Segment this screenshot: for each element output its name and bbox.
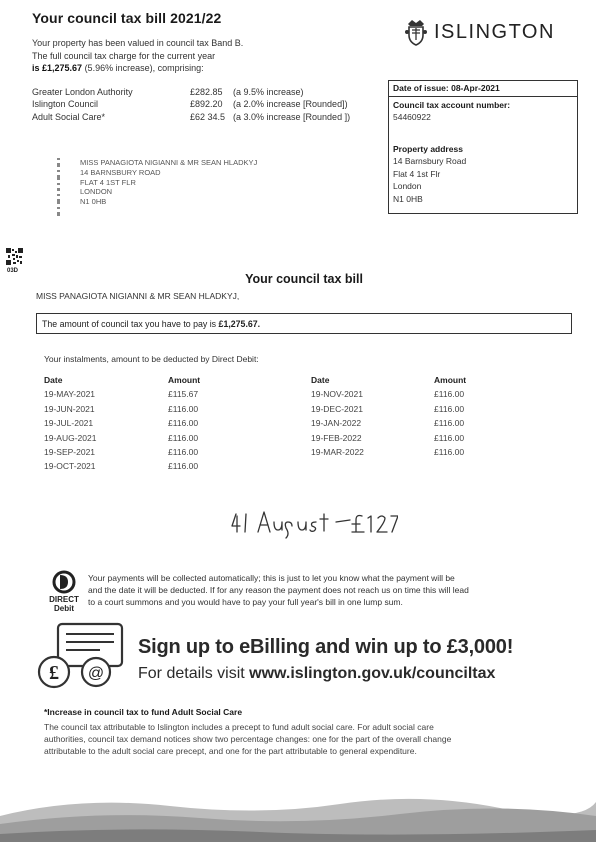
dd-logo-text-2: Debit	[54, 604, 74, 612]
column-header-amount: Amount	[434, 375, 467, 385]
instalment-amount: £116.00	[168, 432, 199, 443]
charge-row	[32, 86, 350, 98]
ebilling-icon	[34, 620, 126, 692]
postal-address-line: MISS PANAGIOTA NIGIANNI & MR SEAN HLADKYJ	[80, 158, 258, 167]
account-info-box	[388, 80, 578, 214]
property-address-line: London	[393, 181, 422, 191]
instalments-heading: Your instalments, amount to be deducted by Direct Debit:	[44, 354, 259, 364]
column-header-date: Date	[311, 375, 330, 385]
instalment-date: 19-DEC-2021	[311, 403, 363, 414]
instalment-amount: £116.00	[434, 403, 465, 414]
postal-address-line: LONDON	[80, 187, 113, 197]
intro-line: Your property has been valued in council tax Band B.	[32, 38, 244, 48]
instalment-amount: £116.00	[168, 447, 199, 458]
date-of-issue: Date of issue: 08-Apr-2021	[389, 81, 577, 97]
direct-debit-line: and the date it will be deducted. If for any reason the payment does not reach us on time this will lead	[88, 585, 469, 595]
direct-debit-line: to a court summons and you would have to pay your full year's bill in one lump sum.	[88, 597, 403, 607]
instalment-date: 19-FEB-2022	[311, 432, 362, 443]
instalment-date: 19-SEP-2021	[44, 447, 96, 458]
postal-address	[80, 158, 257, 207]
bill-title: Your council tax bill 2021/22	[32, 10, 222, 26]
charge-note: (a 9.5% increase)	[233, 87, 304, 97]
instalment-date: 19-NOV-2021	[311, 389, 363, 400]
intro-text	[32, 37, 243, 75]
at-sign-icon: @	[87, 665, 105, 682]
property-address-line: N1 0HB	[393, 193, 423, 204]
intro-total: is £1,275.67	[32, 63, 83, 73]
charges-breakdown	[32, 86, 350, 123]
ebilling-details-prefix: For details visit	[138, 665, 245, 682]
instalments-right-amounts	[434, 373, 466, 459]
dd-logo-text-1: DIRECT	[49, 595, 79, 604]
postal-address-line: FLAT 4 1ST FLR	[80, 177, 136, 187]
coat-of-arms-icon	[404, 18, 428, 46]
footnote-line: authorities, council tax demand notices show two percentage changes: one for the part of the overall change	[44, 734, 452, 745]
instalment-date: 19-MAR-2022	[311, 447, 364, 458]
postal-address-line: 14 BARNSBURY ROAD	[80, 167, 161, 177]
instalment-amount: £115.67	[168, 389, 199, 400]
instalments-left-amounts	[168, 373, 200, 474]
charge-name: Greater London Authority	[32, 87, 133, 97]
property-address-line: Flat 4 1st Flr	[393, 168, 441, 179]
amount-due-box	[36, 313, 572, 334]
instalment-date: 19-JAN-2022	[311, 418, 362, 429]
pound-icon: £	[49, 662, 59, 684]
islington-logo	[404, 18, 555, 46]
instalments-left-dates	[44, 373, 96, 474]
charge-name: Islington Council	[32, 99, 99, 110]
instalment-date: 19-OCT-2021	[44, 461, 96, 472]
column-header-amount: Amount	[168, 375, 201, 385]
charge-name: Adult Social Care*	[32, 111, 106, 122]
intro-tail: (5.96% increase), comprising:	[84, 63, 204, 73]
instalment-amount: £116.00	[434, 432, 465, 443]
ebilling-headline: Sign up to eBilling and win up to £3,000!	[138, 636, 514, 658]
column-header-date: Date	[44, 375, 63, 385]
section-title	[0, 272, 596, 286]
ebilling-url[interactable]: www.islington.gov.uk/counciltax	[249, 665, 496, 682]
property-address-label: Property address	[393, 144, 463, 154]
handwritten-note	[228, 504, 398, 540]
instalment-amount: £116.00	[168, 403, 199, 414]
charge-note: (a 2.0% increase [Rounded])	[233, 99, 348, 110]
instalment-date: 19-AUG-2021	[44, 432, 97, 443]
qr-code-icon	[6, 248, 23, 265]
footnote-title: *Increase in council tax to fund Adult Social Care	[44, 707, 243, 717]
direct-debit-notice	[88, 572, 568, 608]
footnote-text	[44, 721, 564, 758]
intro-total-line	[32, 62, 243, 75]
direct-debit-logo	[44, 570, 84, 612]
logo-text: ISLINGTON	[434, 20, 555, 43]
instalment-amount: £116.00	[434, 389, 465, 400]
instalment-amount: £116.00	[168, 418, 199, 429]
ebilling-details	[138, 665, 495, 683]
instalment-amount: £116.00	[434, 418, 465, 429]
charge-note: (a 3.0% increase [Rounded ])	[233, 111, 351, 122]
instalment-date: 19-MAY-2021	[44, 389, 96, 400]
footnote-line: The council tax attributable to Islington includes a precept to fund adult social care. For adult social care	[44, 722, 434, 732]
qr-label: 03D	[7, 268, 19, 274]
property-address	[393, 155, 577, 205]
instalment-amount: £116.00	[434, 447, 465, 458]
charge-amount: £892.20	[190, 99, 223, 110]
charge-amount: £282.85	[190, 87, 223, 97]
charge-amount: £62 34.5	[190, 111, 226, 122]
decorative-banner	[0, 792, 596, 842]
direct-debit-line: Your payments will be collected automatically; this is just to let you know what the payment will be	[88, 573, 455, 583]
charge-row	[32, 111, 350, 123]
footnote-line: attributable to the adult social care precept, and one for the part attributable to general expenditure.	[44, 746, 417, 757]
amount-due-prefix: The amount of council tax you have to pay is	[42, 319, 217, 329]
instalment-date: 19-JUL-2021	[44, 418, 94, 429]
charge-row	[32, 98, 350, 110]
property-address-line: 14 Barnsbury Road	[393, 156, 467, 166]
payer-names: MISS PANAGIOTA NIGIANNI & MR SEAN HLADKYJ,	[36, 291, 240, 301]
mail-reference-barcode	[55, 158, 63, 218]
intro-line: The full council tax charge for the current year	[32, 50, 216, 61]
account-number-label: Council tax account number:	[393, 100, 511, 110]
amount-due-value: £1,275.67.	[218, 319, 261, 329]
section-title-text: Your council tax bill	[245, 272, 363, 286]
instalment-date: 19-JUN-2021	[44, 403, 95, 414]
instalment-amount: £116.00	[168, 461, 199, 472]
postal-address-line: N1 0HB	[80, 197, 107, 207]
account-number: 54460922	[393, 112, 431, 122]
instalments-right-dates	[311, 373, 364, 459]
